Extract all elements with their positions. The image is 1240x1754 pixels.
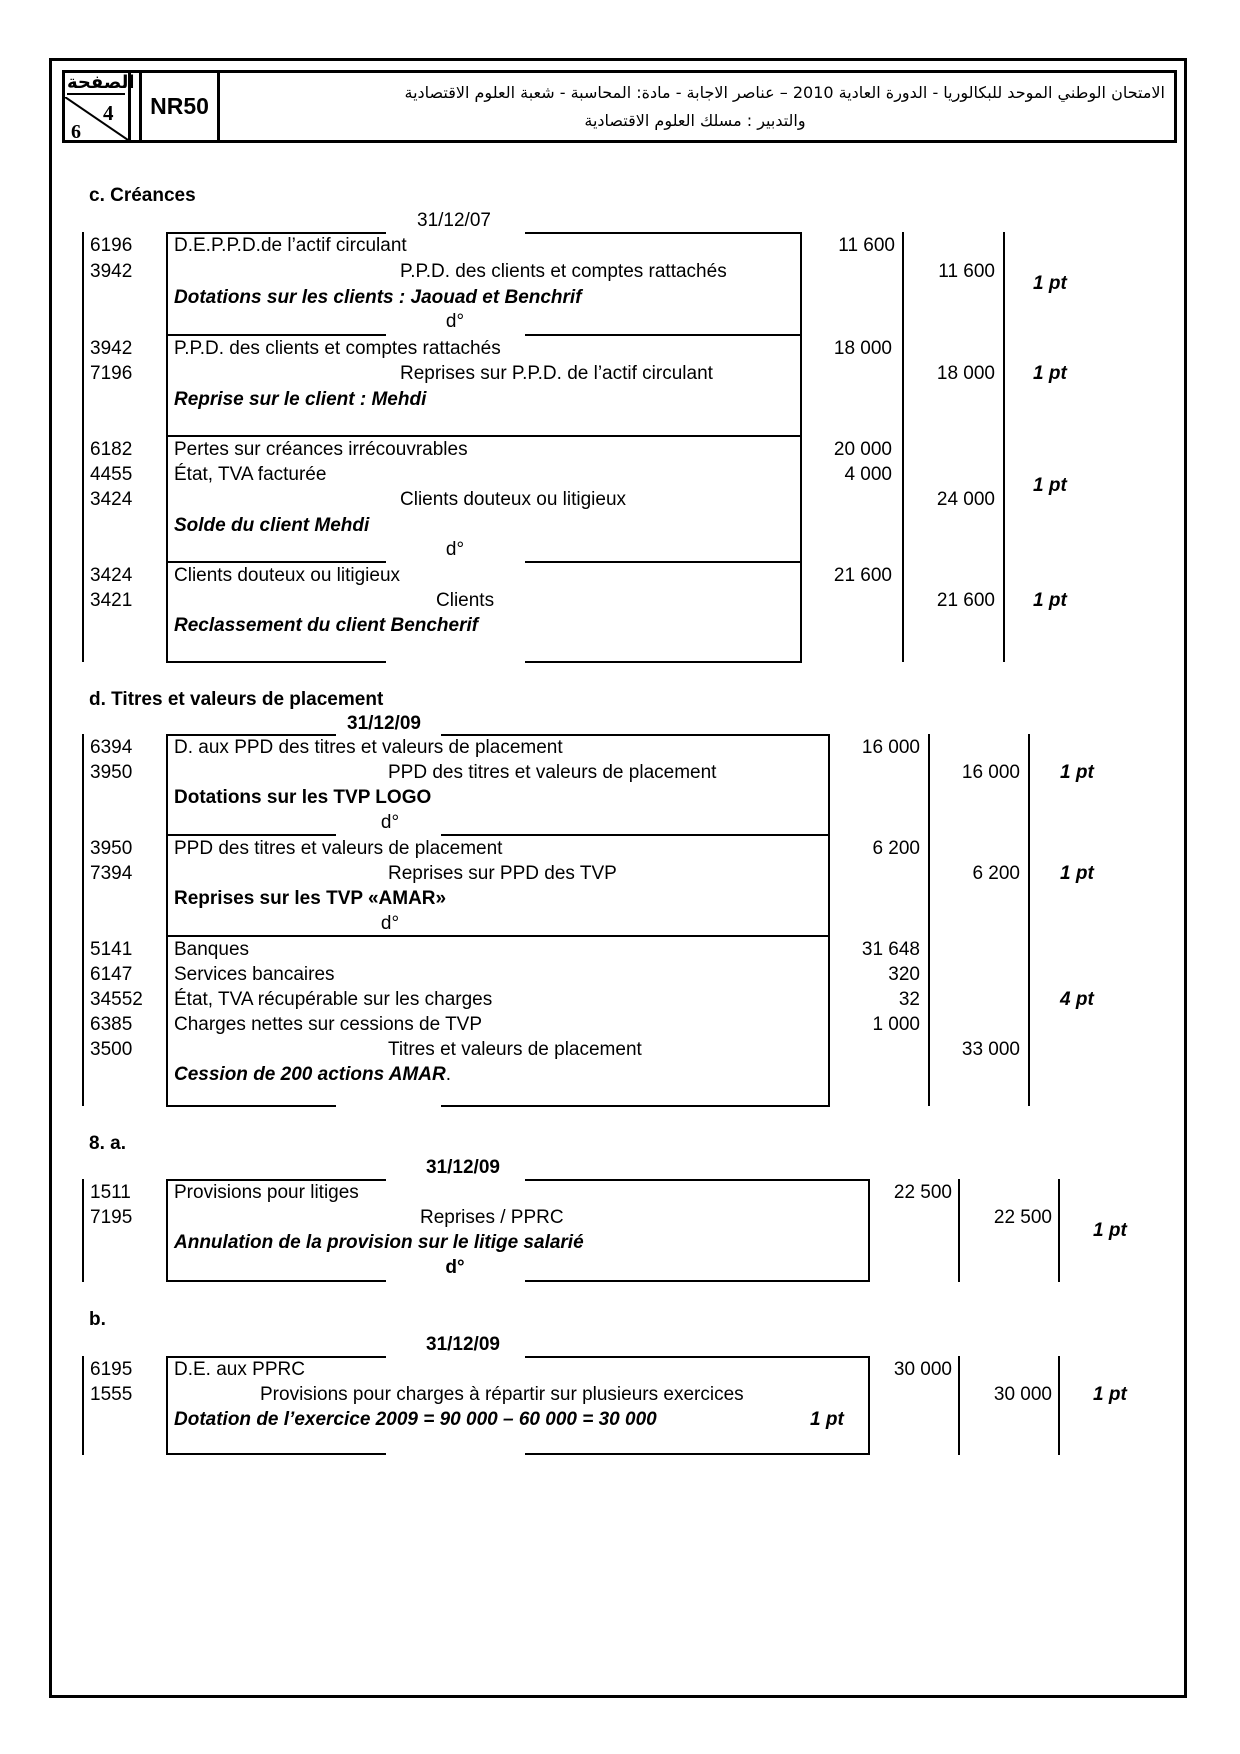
d-row5-label: Reprises sur PPD des TVP <box>388 863 617 884</box>
d-row10-account: 6385 <box>90 1014 133 1035</box>
d-row4-debit: 6 200 <box>872 838 920 859</box>
d-row3-comment: Dotations sur les TVP LOGO <box>174 787 432 808</box>
exam-title <box>225 79 1165 135</box>
c-row12-credit: 21 600 <box>936 590 995 611</box>
8a-row2-credit: 22 500 <box>993 1207 1052 1228</box>
8a-row1-label: Provisions pour litiges <box>174 1182 359 1203</box>
d-row2-label: PPD des titres et valeurs de placement <box>388 762 717 783</box>
c-row1-label: D.E.P.P.D.de l’actif circulant <box>174 235 407 256</box>
8b-row3-comment: Dotation de l’exercice 2009 = 90 000 – 60 000 = 30 000 <box>174 1409 657 1430</box>
d-row11-account: 3500 <box>90 1039 133 1060</box>
exam-title-line2: والتدبير : مسلك العلوم الاقتصادية <box>584 111 806 130</box>
d-row11-label: Titres et valeurs de placement <box>388 1039 642 1060</box>
c-ditto2: d° <box>445 539 465 560</box>
section-8b-title: b. <box>89 1309 106 1330</box>
8b-row2-account: 1555 <box>90 1384 133 1405</box>
c-row4-account: 3942 <box>90 338 133 359</box>
d-row4-label: PPD des titres et valeurs de placement <box>174 838 503 859</box>
8b-point1: 1 pt <box>1093 1384 1127 1405</box>
d-row12-comment: Cession de 200 actions AMAR <box>174 1064 446 1085</box>
d-row1-debit: 16 000 <box>861 737 920 758</box>
8a-row2-account: 7195 <box>90 1207 133 1228</box>
c-row11-debit: 21 600 <box>833 565 892 586</box>
d-row7-debit: 31 648 <box>861 939 920 960</box>
c-row9-account: 3424 <box>90 489 133 510</box>
c-row8-label: État, TVA facturée <box>174 464 327 485</box>
section-d-title: d. Titres et valeurs de placement <box>89 689 384 710</box>
d-row7-account: 5141 <box>90 939 133 960</box>
c-ditto1: d° <box>445 311 465 332</box>
c-row12-account: 3421 <box>90 590 133 611</box>
page-current: 4 <box>103 101 114 125</box>
d-point3: 4 pt <box>1060 989 1094 1010</box>
section-8b-date: 31/12/09 <box>426 1334 500 1355</box>
c-row5-account: 7196 <box>90 363 133 384</box>
c-point2: 1 pt <box>1033 363 1067 384</box>
d-row8-debit: 320 <box>888 964 920 985</box>
8a-row1-account: 1511 <box>90 1182 131 1203</box>
8a-ditto: d° <box>445 1257 465 1278</box>
d-row5-credit: 6 200 <box>972 863 1020 884</box>
c-row13-comment: Reclassement du client Bencherif <box>174 615 479 636</box>
d-row8-label: Services bancaires <box>174 964 335 985</box>
d-ditto1: d° <box>380 812 400 833</box>
8a-row3-comment: Annulation de la provision sur le litige salarié <box>174 1232 584 1253</box>
c-row2-credit: 11 600 <box>938 261 995 282</box>
8b-row1-account: 6195 <box>90 1359 133 1380</box>
d-row5-account: 7394 <box>90 863 133 884</box>
section-8a-title: 8. a. <box>89 1133 126 1154</box>
c-row7-label: Pertes sur créances irrécouvrables <box>174 439 468 460</box>
d-row12-comment-wrap <box>174 1062 451 1087</box>
c-row5-label: Reprises sur P.P.D. de l’actif circulant <box>400 363 713 384</box>
section-8a-date: 31/12/09 <box>426 1157 500 1178</box>
exam-code: NR50 <box>139 73 220 140</box>
c-row2-account: 3942 <box>90 261 133 282</box>
d-row11-credit: 33 000 <box>961 1039 1020 1060</box>
d-row10-debit: 1 000 <box>872 1014 920 1035</box>
d-row2-account: 3950 <box>90 762 133 783</box>
d-row7-label: Banques <box>174 939 250 960</box>
c-point1: 1 pt <box>1033 273 1067 294</box>
d-row6-comment: Reprises sur les TVP «AMAR» <box>174 888 447 909</box>
d-row2-credit: 16 000 <box>961 762 1020 783</box>
c-row9-credit: 24 000 <box>936 489 995 510</box>
d-row1-label: D. aux PPD des titres et valeurs de placement <box>174 737 563 758</box>
c-row8-debit: 4 000 <box>844 464 892 485</box>
c-row7-debit: 20 000 <box>833 439 892 460</box>
8a-point1: 1 pt <box>1093 1220 1127 1241</box>
c-row12-label: Clients <box>436 590 495 611</box>
8b-row1-debit: 30 000 <box>893 1359 952 1380</box>
d-point1: 1 pt <box>1060 762 1094 783</box>
c-row9-label: Clients douteux ou litigieux <box>400 489 627 510</box>
section-c-date: 31/12/07 <box>417 210 491 231</box>
exam-header <box>62 70 1177 143</box>
d-row1-account: 6394 <box>90 737 133 758</box>
c-point4: 1 pt <box>1033 590 1067 611</box>
8b-row1-label: D.E. aux PPRC <box>174 1359 305 1380</box>
section-d-date: 31/12/09 <box>347 713 421 734</box>
exam-title-line1: الامتحان الوطني الموحد للبكالوريا - الدورة العادية 2010 – عناصر الاجابة - مادة: المحاسبة - شعبة العلوم الاقتصادية <box>404 83 1165 102</box>
8b-row2-credit: 30 000 <box>993 1384 1052 1405</box>
d-row8-account: 6147 <box>90 964 133 985</box>
c-row8-account: 4455 <box>90 464 133 485</box>
c-row1-debit: 11 600 <box>838 235 895 256</box>
d-row9-debit: 32 <box>898 989 920 1010</box>
d-row9-account: 34552 <box>90 989 143 1010</box>
c-row1-account: 6196 <box>90 235 133 256</box>
8b-row2-label: Provisions pour charges à répartir sur plusieurs exercices <box>260 1384 744 1405</box>
section-c-title: c. Créances <box>89 185 196 206</box>
c-row2-label: P.P.D. des clients et comptes rattachés <box>400 261 727 282</box>
d-row12-suffix: . <box>445 1064 451 1085</box>
page-label: الصفحة <box>67 72 135 93</box>
c-row10-comment: Solde du client Mehdi <box>174 515 370 536</box>
d-row4-account: 3950 <box>90 838 133 859</box>
8b-inline-point: 1 pt <box>810 1409 844 1430</box>
c-point3: 1 pt <box>1033 475 1067 496</box>
d-point2: 1 pt <box>1060 863 1094 884</box>
c-row11-account: 3424 <box>90 565 133 586</box>
c-row4-debit: 18 000 <box>833 338 892 359</box>
d-ditto2: d° <box>380 913 400 934</box>
8a-row2-label: Reprises / PPRC <box>420 1207 564 1228</box>
d-row9-label: État, TVA récupérable sur les charges <box>174 989 493 1010</box>
c-row7-account: 6182 <box>90 439 133 460</box>
c-row11-label: Clients douteux ou litigieux <box>174 565 401 586</box>
page-total: 6 <box>71 121 81 143</box>
c-row3-comment: Dotations sur les clients : Jaouad et Benchrif <box>174 287 582 308</box>
8a-row1-debit: 22 500 <box>893 1182 952 1203</box>
page-number-box <box>65 72 135 143</box>
d-row10-label: Charges nettes sur cessions de TVP <box>174 1014 483 1035</box>
c-row5-credit: 18 000 <box>936 363 995 384</box>
c-row6-comment: Reprise sur le client : Mehdi <box>174 389 427 410</box>
c-row4-label: P.P.D. des clients et comptes rattachés <box>174 338 501 359</box>
